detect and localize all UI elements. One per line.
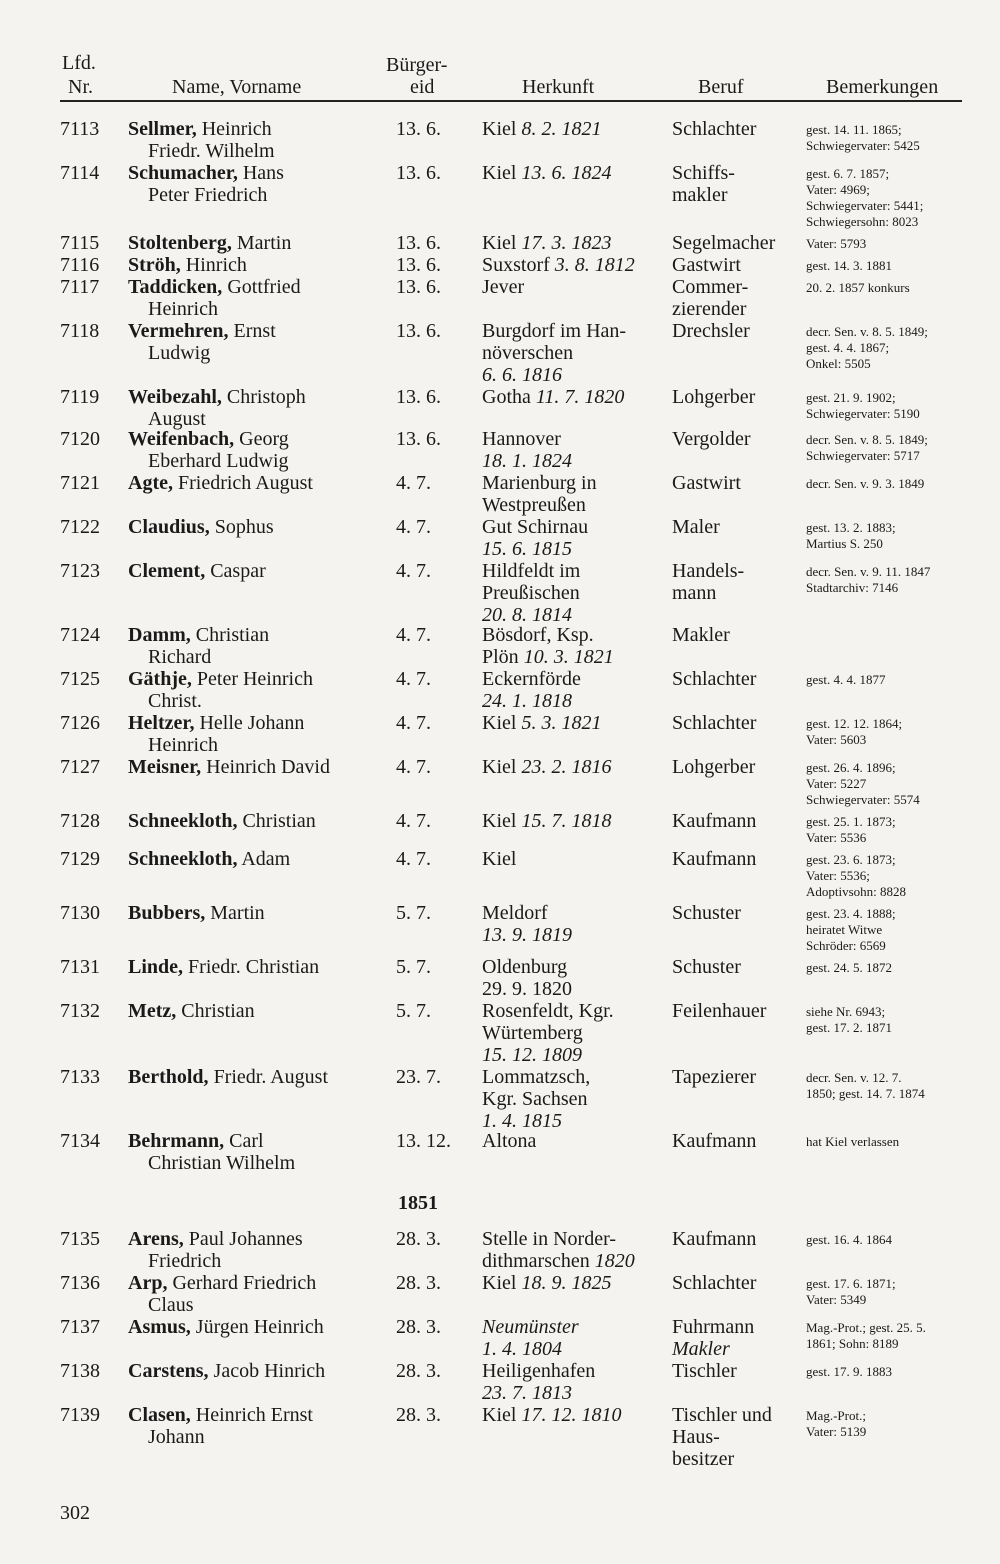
entry-bemerkungen: Vater: 5793 (806, 236, 867, 251)
entry-buergereid: 4. 7. (396, 560, 431, 582)
entry-firstname-cont: August (148, 408, 206, 430)
entry-firstname: Helle Johann (194, 712, 305, 734)
entry-herkunft: Oldenburg 29. 9. 1820 (482, 956, 572, 1000)
entry-number: 7134 (60, 1130, 100, 1152)
entry-bemerkungen: gest. 4. 4. 1877 (806, 672, 886, 687)
entry-firstname: Jürgen Heinrich (190, 1316, 324, 1338)
entry-name (128, 956, 319, 978)
entry-buergereid: 13. 12. (396, 1130, 451, 1152)
entry-surname: Stoltenberg, (128, 232, 232, 254)
entry-buergereid: 4. 7. (396, 810, 431, 832)
entry-herkunft: Hannover 18. 1. 1824 (482, 428, 572, 472)
entry-buergereid: 28. 3. (396, 1272, 441, 1294)
entry-buergereid: 4. 7. (396, 668, 431, 690)
entry-name (128, 1360, 325, 1382)
entry-name (128, 848, 290, 870)
entry-surname: Linde, (128, 956, 184, 978)
entry-surname: Asmus, (128, 1316, 191, 1338)
entry-name (128, 118, 275, 162)
entry-beruf: Kaufmann (672, 848, 757, 870)
entry-surname: Metz, (128, 1000, 177, 1022)
entry-firstname: Jacob Hinrich (208, 1360, 326, 1382)
entry-firstname: Adam (237, 848, 291, 870)
entry-surname: Carstens, (128, 1360, 209, 1382)
entry-buergereid: 4. 7. (396, 712, 431, 734)
entry-herkunft: Eckernförde 24. 1. 1818 (482, 668, 581, 712)
entry-buergereid: 13. 6. (396, 232, 441, 254)
entry-bemerkungen: decr. Sen. v. 8. 5. 1849; Schwiegervater: 5717 (806, 432, 928, 463)
entry-beruf: Lohgerber (672, 386, 756, 408)
entry-surname: Arp, (128, 1272, 168, 1294)
entry-number: 7127 (60, 756, 100, 778)
entry-herkunft: Kiel 15. 7. 1818 (482, 810, 612, 832)
entry-number: 7121 (60, 472, 100, 494)
entry-beruf: Schiffs- makler (672, 162, 735, 206)
entry-bemerkungen: gest. 12. 12. 1864; Vater: 5603 (806, 716, 903, 747)
entry-buergereid: 13. 6. (396, 386, 441, 408)
entry-firstname: Hans (237, 162, 284, 184)
entry-herkunft: Kiel 13. 6. 1824 (482, 162, 612, 184)
entry-bemerkungen: 20. 2. 1857 konkurs (806, 280, 910, 295)
entry-surname: Clasen, (128, 1404, 191, 1426)
entry-buergereid: 13. 6. (396, 254, 441, 276)
entry-herkunft: Neumünster 1. 4. 1804 (482, 1316, 579, 1360)
entry-number: 7138 (60, 1360, 100, 1382)
entry-name (128, 756, 330, 778)
entry-buergereid: 28. 3. (396, 1316, 441, 1338)
entry-firstname: Caspar (205, 560, 266, 582)
entry-firstname: Martin (231, 232, 292, 254)
entry-number: 7122 (60, 516, 100, 538)
entry-bemerkungen: gest. 14. 3. 1881 (806, 258, 892, 273)
entry-beruf: Maler (672, 516, 720, 538)
entry-beruf: Gastwirt (672, 254, 741, 276)
entry-bemerkungen: gest. 13. 2. 1883; Martius S. 250 (806, 520, 896, 551)
entry-surname: Arens, (128, 1228, 184, 1250)
entry-surname: Schneekloth, (128, 848, 238, 870)
entry-buergereid: 13. 6. (396, 276, 441, 298)
entry-buergereid: 13. 6. (396, 320, 441, 342)
entry-beruf: Tischler und Haus- besitzer (672, 1404, 772, 1470)
entry-name (128, 1404, 313, 1448)
entry-beruf: Kaufmann (672, 1228, 757, 1250)
entry-herkunft: Heiligenhafen 23. 7. 1813 (482, 1360, 596, 1404)
entry-herkunft: Kiel 18. 9. 1825 (482, 1272, 612, 1294)
entry-surname: Behrmann, (128, 1130, 225, 1152)
entry-bemerkungen: gest. 23. 6. 1873; Vater: 5536; Adoptivsohn: 8828 (806, 852, 907, 899)
entry-buergereid: 28. 3. (396, 1228, 441, 1250)
entry-name (128, 232, 291, 254)
header-eid-line2: eid (410, 76, 435, 98)
entry-name (128, 472, 313, 494)
entry-surname: Vermehren, (128, 320, 229, 342)
entry-herkunft: Kiel 17. 3. 1823 (482, 232, 612, 254)
entry-beruf: Schuster (672, 956, 741, 978)
entry-number: 7135 (60, 1228, 100, 1250)
entry-buergereid: 13. 6. (396, 118, 441, 140)
entry-beruf: Handels- mann (672, 560, 745, 604)
entry-firstname-cont: Richard (148, 646, 212, 668)
entry-herkunft: Altona (482, 1130, 537, 1152)
entry-surname: Bubbers, (128, 902, 206, 924)
entry-firstname: Friedr. August (208, 1066, 329, 1088)
entry-surname: Schneekloth, (128, 810, 238, 832)
entry-number: 7126 (60, 712, 100, 734)
entry-buergereid: 4. 7. (396, 848, 431, 870)
entry-herkunft: Gotha 11. 7. 1820 (482, 386, 625, 408)
entry-name (128, 320, 276, 364)
entry-herkunft: Burgdorf im Han- növerschen 6. 6. 1816 (482, 320, 627, 386)
entry-bemerkungen: decr. Sen. v. 8. 5. 1849; gest. 4. 4. 1867; Onkel: 5505 (806, 324, 928, 371)
entry-firstname-cont: Eberhard Ludwig (148, 450, 289, 472)
entry-name (128, 162, 284, 206)
entry-beruf: Lohgerber (672, 756, 756, 778)
entry-name (128, 1316, 324, 1338)
entry-beruf: Kaufmann (672, 1130, 757, 1152)
entry-number: 7136 (60, 1272, 100, 1294)
entry-herkunft: Marienburg in Westpreußen (482, 472, 597, 516)
entry-bemerkungen: decr. Sen. v. 12. 7. 1850; gest. 14. 7. 1874 (806, 1070, 925, 1101)
entry-beruf: Commer- zierender (672, 276, 749, 320)
entry-number: 7113 (60, 118, 100, 140)
entry-firstname: Christian (237, 810, 316, 832)
entry-firstname-cont: Friedr. Wilhelm (148, 140, 275, 162)
entry-bemerkungen: gest. 6. 7. 1857; Vater: 4969; Schwiegervater: 5441; Schwiegersohn: 8023 (806, 166, 924, 229)
entry-buergereid: 5. 7. (396, 1000, 431, 1022)
entry-bemerkungen: Mag.-Prot.; gest. 25. 5. 1861; Sohn: 8189 (806, 1320, 926, 1351)
entry-number: 7130 (60, 902, 100, 924)
entry-beruf: Schlachter (672, 712, 757, 734)
entry-herkunft: Kiel 23. 2. 1816 (482, 756, 612, 778)
entry-number: 7125 (60, 668, 100, 690)
entry-firstname: Christian (176, 1000, 255, 1022)
entry-bemerkungen: siehe Nr. 6943; gest. 17. 2. 1871 (806, 1004, 892, 1035)
entry-buergereid: 5. 7. (396, 902, 431, 924)
entry-herkunft: Meldorf 13. 9. 1819 (482, 902, 572, 946)
entry-number: 7124 (60, 624, 100, 646)
entry-number: 7132 (60, 1000, 100, 1022)
entry-number: 7137 (60, 1316, 100, 1338)
entry-firstname-cont: Christ. (148, 690, 202, 712)
entry-number: 7118 (60, 320, 100, 342)
entry-buergereid: 28. 3. (396, 1360, 441, 1382)
entry-firstname: Gerhard Friedrich (167, 1272, 317, 1294)
header-bemerkungen: Bemerkungen (826, 76, 939, 98)
entry-buergereid: 4. 7. (396, 756, 431, 778)
entry-bemerkungen: hat Kiel verlassen (806, 1134, 900, 1149)
entry-herkunft: Jever (482, 276, 525, 298)
entry-bemerkungen: Mag.-Prot.; Vater: 5139 (806, 1408, 867, 1439)
entry-name (128, 1130, 295, 1174)
entry-firstname: Christian (190, 624, 270, 646)
entry-firstname-cont: Johann (148, 1426, 205, 1448)
entry-bemerkungen: gest. 17. 9. 1883 (806, 1364, 892, 1379)
entry-beruf: Gastwirt (672, 472, 741, 494)
year-heading: 1851 (398, 1192, 438, 1214)
entry-name (128, 276, 301, 320)
entry-buergereid: 13. 6. (396, 162, 441, 184)
header-name: Name, Vorname (172, 76, 302, 98)
entry-bemerkungen: gest. 24. 5. 1872 (806, 960, 892, 975)
entry-number: 7123 (60, 560, 100, 582)
entry-name (128, 428, 289, 472)
entry-herkunft: Suxstorf 3. 8. 1812 (482, 254, 635, 276)
entry-name (128, 902, 265, 924)
entry-surname: Taddicken, (128, 276, 223, 298)
entry-name (128, 1272, 316, 1316)
entry-firstname: Ernst (228, 320, 276, 342)
entry-beruf: Schuster (672, 902, 741, 924)
entry-buergereid: 4. 7. (396, 516, 431, 538)
header-rule (60, 100, 962, 102)
entry-firstname: Heinrich David (201, 756, 330, 778)
entry-beruf: Vergolder (672, 428, 751, 450)
entry-bemerkungen: gest. 21. 9. 1902; Schwiegervater: 5190 (806, 390, 920, 421)
entry-buergereid: 23. 7. (396, 1066, 441, 1088)
entry-firstname: Carl (224, 1130, 264, 1152)
entry-surname: Berthold, (128, 1066, 209, 1088)
entry-buergereid: 4. 7. (396, 624, 431, 646)
entry-surname: Gäthje, (128, 668, 192, 690)
page-number: 302 (60, 1502, 90, 1524)
entry-beruf: Schlachter (672, 118, 757, 140)
entry-surname: Sellmer, (128, 118, 197, 140)
entry-buergereid: 5. 7. (396, 956, 431, 978)
entry-surname: Weifenbach, (128, 428, 235, 450)
entry-herkunft: Gut Schirnau 15. 6. 1815 (482, 516, 589, 560)
entry-surname: Claudius, (128, 516, 210, 538)
entry-firstname: Gottfried (222, 276, 301, 298)
entry-firstname: Georg (234, 428, 289, 450)
entry-surname: Damm, (128, 624, 191, 646)
entry-beruf: Kaufmann (672, 810, 757, 832)
entry-number: 7128 (60, 810, 100, 832)
entry-firstname-cont: Claus (148, 1294, 194, 1316)
entry-firstname-cont: Friedrich (148, 1250, 222, 1272)
entry-number: 7120 (60, 428, 100, 450)
entry-beruf: Tischler (672, 1360, 737, 1382)
entry-bemerkungen: decr. Sen. v. 9. 3. 1849 (806, 476, 925, 491)
entry-bemerkungen: gest. 25. 1. 1873; Vater: 5536 (806, 814, 896, 845)
entry-surname: Clement, (128, 560, 206, 582)
entry-number: 7131 (60, 956, 100, 978)
header-eid-line1: Bürger- (386, 54, 448, 76)
entry-bemerkungen: decr. Sen. v. 9. 11. 1847 Stadtarchiv: 7146 (806, 564, 931, 595)
entry-herkunft: Hildfeldt im Preußischen 20. 8. 1814 (482, 560, 581, 626)
header-beruf: Beruf (698, 76, 744, 98)
entry-herkunft: Kiel 8. 2. 1821 (482, 118, 602, 140)
entry-name (128, 668, 313, 712)
entry-firstname: Christoph (221, 386, 306, 408)
entry-herkunft: Kiel (482, 848, 517, 870)
header-herkunft: Herkunft (522, 76, 595, 98)
entry-firstname: Friedrich August (172, 472, 313, 494)
header-nr-line1: Lfd. (62, 52, 96, 74)
entry-buergereid: 13. 6. (396, 428, 441, 450)
entry-surname: Ströh, (128, 254, 181, 276)
entry-name (128, 712, 304, 756)
entry-number: 7115 (60, 232, 100, 254)
entry-beruf: Tapezierer (672, 1066, 757, 1088)
entry-name (128, 1228, 303, 1272)
entry-firstname: Heinrich Ernst (190, 1404, 313, 1426)
entry-firstname: Martin (205, 902, 265, 924)
entry-firstname: Paul Johannes (183, 1228, 303, 1250)
entry-herkunft: Kiel 5. 3. 1821 (482, 712, 602, 734)
entry-herkunft: Lommatzsch, Kgr. Sachsen 1. 4. 1815 (482, 1066, 591, 1132)
entry-firstname-cont: Heinrich (148, 734, 218, 756)
entry-number: 7117 (60, 276, 100, 298)
entry-firstname-cont: Peter Friedrich (148, 184, 268, 206)
entry-firstname-cont: Heinrich (148, 298, 218, 320)
entry-firstname: Sophus (209, 516, 274, 538)
entry-surname: Heltzer, (128, 712, 195, 734)
entry-beruf: Makler (672, 624, 730, 646)
entry-bemerkungen: gest. 16. 4. 1864 (806, 1232, 892, 1247)
entry-surname: Meisner, (128, 756, 202, 778)
entry-name (128, 1000, 255, 1022)
entry-number: 7119 (60, 386, 100, 408)
entry-name (128, 1066, 328, 1088)
entry-surname: Schumacher, (128, 162, 238, 184)
header-nr-line2: Nr. (68, 76, 93, 98)
entry-surname: Weibezahl, (128, 386, 222, 408)
entry-firstname: Heinrich (196, 118, 272, 140)
entry-number: 7116 (60, 254, 100, 276)
entry-beruf: Schlachter (672, 1272, 757, 1294)
entry-bemerkungen: gest. 23. 4. 1888; heiratet Witwe Schröder: 6569 (806, 906, 896, 953)
entry-name (128, 254, 247, 276)
entry-herkunft: Kiel 17. 12. 1810 (482, 1404, 622, 1426)
entry-number: 7139 (60, 1404, 100, 1426)
entry-name (128, 516, 274, 538)
entry-firstname-cont: Christian Wilhelm (148, 1152, 296, 1174)
entry-number: 7114 (60, 162, 100, 184)
entry-name (128, 560, 266, 582)
entry-number: 7129 (60, 848, 100, 870)
entry-name (128, 624, 269, 668)
entry-firstname-cont: Ludwig (148, 342, 211, 364)
entry-buergereid: 28. 3. (396, 1404, 441, 1426)
entry-name (128, 810, 316, 832)
entry-firstname: Friedr. Christian (183, 956, 320, 978)
entry-bemerkungen: gest. 26. 4. 1896; Vater: 5227 Schwiegervater: 5574 (806, 760, 920, 807)
entry-buergereid: 4. 7. (396, 472, 431, 494)
entry-beruf: Drechsler (672, 320, 750, 342)
entry-bemerkungen: gest. 14. 11. 1865; Schwiegervater: 5425 (806, 122, 920, 153)
entry-herkunft: Stelle in Norder- dithmarschen 1820 (482, 1228, 635, 1272)
entry-name (128, 386, 306, 430)
entry-beruf: Segelmacher (672, 232, 776, 254)
entry-beruf: Schlachter (672, 668, 757, 690)
entry-firstname: Peter Heinrich (191, 668, 313, 690)
entry-herkunft: Rosenfeldt, Kgr. Würtemberg 15. 12. 1809 (482, 1000, 614, 1066)
entry-number: 7133 (60, 1066, 100, 1088)
entry-bemerkungen: gest. 17. 6. 1871; Vater: 5349 (806, 1276, 896, 1307)
entry-beruf: Feilenhauer (672, 1000, 767, 1022)
entry-firstname: Hinrich (180, 254, 247, 276)
entry-herkunft: Bösdorf, Ksp. Plön 10. 3. 1821 (482, 624, 614, 668)
entry-surname: Agte, (128, 472, 173, 494)
entry-beruf: Fuhrmann Makler (672, 1316, 755, 1360)
